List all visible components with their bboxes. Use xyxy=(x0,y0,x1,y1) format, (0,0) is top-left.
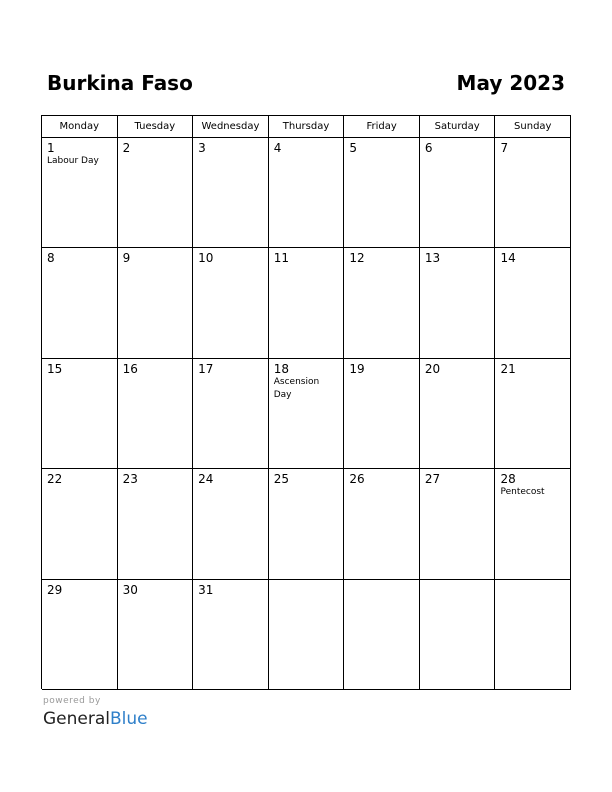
calendar-grid xyxy=(41,115,571,689)
day-number: 27 xyxy=(424,472,441,487)
calendar-month-title: May 2023 xyxy=(456,71,565,95)
week-row xyxy=(42,469,571,579)
day-cell xyxy=(495,580,571,690)
day-number: 24 xyxy=(198,472,214,487)
day-number: 20 xyxy=(424,361,441,376)
weekday-header: Wednesday xyxy=(193,116,269,138)
day-number: 1 xyxy=(47,141,55,155)
day-number: 7 xyxy=(500,141,509,155)
day-number: 21 xyxy=(500,361,516,376)
day-cell xyxy=(420,138,496,248)
day-cell xyxy=(495,359,571,469)
calendar-weeks xyxy=(42,138,571,690)
day-number: 6 xyxy=(424,141,433,155)
weekday-header-row xyxy=(42,116,571,138)
day-number: 4 xyxy=(273,141,282,155)
holiday-label: Pentecost xyxy=(500,487,545,498)
day-cell xyxy=(118,359,194,469)
week-row xyxy=(42,248,571,358)
day-number: 18 xyxy=(273,361,290,376)
holiday-label: Labour Day xyxy=(47,156,99,166)
week-row xyxy=(42,138,571,248)
day-cell xyxy=(193,138,269,248)
powered-by-label: powered by xyxy=(43,696,101,706)
generalblue-logo xyxy=(43,709,148,729)
day-number: 10 xyxy=(198,251,214,266)
day-number: 9 xyxy=(122,251,131,266)
day-cell xyxy=(269,248,345,358)
day-number: 5 xyxy=(349,141,357,155)
day-number: 23 xyxy=(122,472,138,487)
calendar-country-title: Burkina Faso xyxy=(47,71,193,95)
day-cell xyxy=(344,248,420,358)
day-cell xyxy=(420,248,496,358)
day-cell xyxy=(420,469,496,579)
day-cell xyxy=(42,469,118,579)
day-cell xyxy=(495,248,571,358)
day-cell xyxy=(344,469,420,579)
day-cell xyxy=(495,138,571,248)
day-cell xyxy=(118,138,194,248)
day-cell xyxy=(420,580,496,690)
day-cell xyxy=(118,580,194,690)
day-number: 25 xyxy=(273,472,290,487)
logo-blue-text: Blue xyxy=(110,709,148,729)
day-number: 8 xyxy=(47,251,55,266)
weekday-header: Friday xyxy=(344,116,420,138)
weekday-header: Tuesday xyxy=(118,116,194,138)
day-number: 31 xyxy=(198,582,214,597)
logo-general-text: General xyxy=(43,709,110,729)
day-number: 13 xyxy=(424,251,441,266)
day-number: 15 xyxy=(47,361,63,376)
generalblue-footer xyxy=(43,695,148,729)
day-cell xyxy=(269,359,345,469)
day-cell xyxy=(118,469,194,579)
day-cell xyxy=(495,469,571,579)
day-number: 17 xyxy=(198,361,214,376)
day-number: 26 xyxy=(349,472,365,487)
weekday-header: Thursday xyxy=(269,116,345,138)
day-cell xyxy=(42,248,118,358)
holiday-label: Ascension Day xyxy=(273,376,320,400)
day-cell xyxy=(193,580,269,690)
day-cell xyxy=(193,359,269,469)
week-row xyxy=(42,580,571,690)
day-number: 2 xyxy=(122,141,131,155)
day-number: 12 xyxy=(349,251,365,266)
day-cell xyxy=(344,138,420,248)
day-cell xyxy=(193,469,269,579)
day-cell xyxy=(269,138,345,248)
weekday-header: Saturday xyxy=(420,116,496,138)
day-cell xyxy=(344,580,420,690)
day-number: 3 xyxy=(198,141,206,155)
day-number: 29 xyxy=(47,582,63,597)
day-cell xyxy=(269,580,345,690)
day-number: 19 xyxy=(349,361,365,376)
day-cell xyxy=(42,138,118,248)
day-number: 30 xyxy=(122,582,138,597)
day-cell xyxy=(118,248,194,358)
day-cell xyxy=(420,359,496,469)
day-number: 22 xyxy=(47,472,63,487)
day-cell xyxy=(344,359,420,469)
day-cell xyxy=(269,469,345,579)
day-number: 11 xyxy=(273,251,290,266)
day-number: 14 xyxy=(500,251,516,266)
day-cell xyxy=(193,248,269,358)
week-row xyxy=(42,359,571,469)
day-cell xyxy=(42,580,118,690)
day-number: 16 xyxy=(122,361,138,376)
weekday-header: Monday xyxy=(42,116,118,138)
day-number: 28 xyxy=(500,472,516,487)
weekday-header: Sunday xyxy=(495,116,571,138)
day-cell xyxy=(42,359,118,469)
